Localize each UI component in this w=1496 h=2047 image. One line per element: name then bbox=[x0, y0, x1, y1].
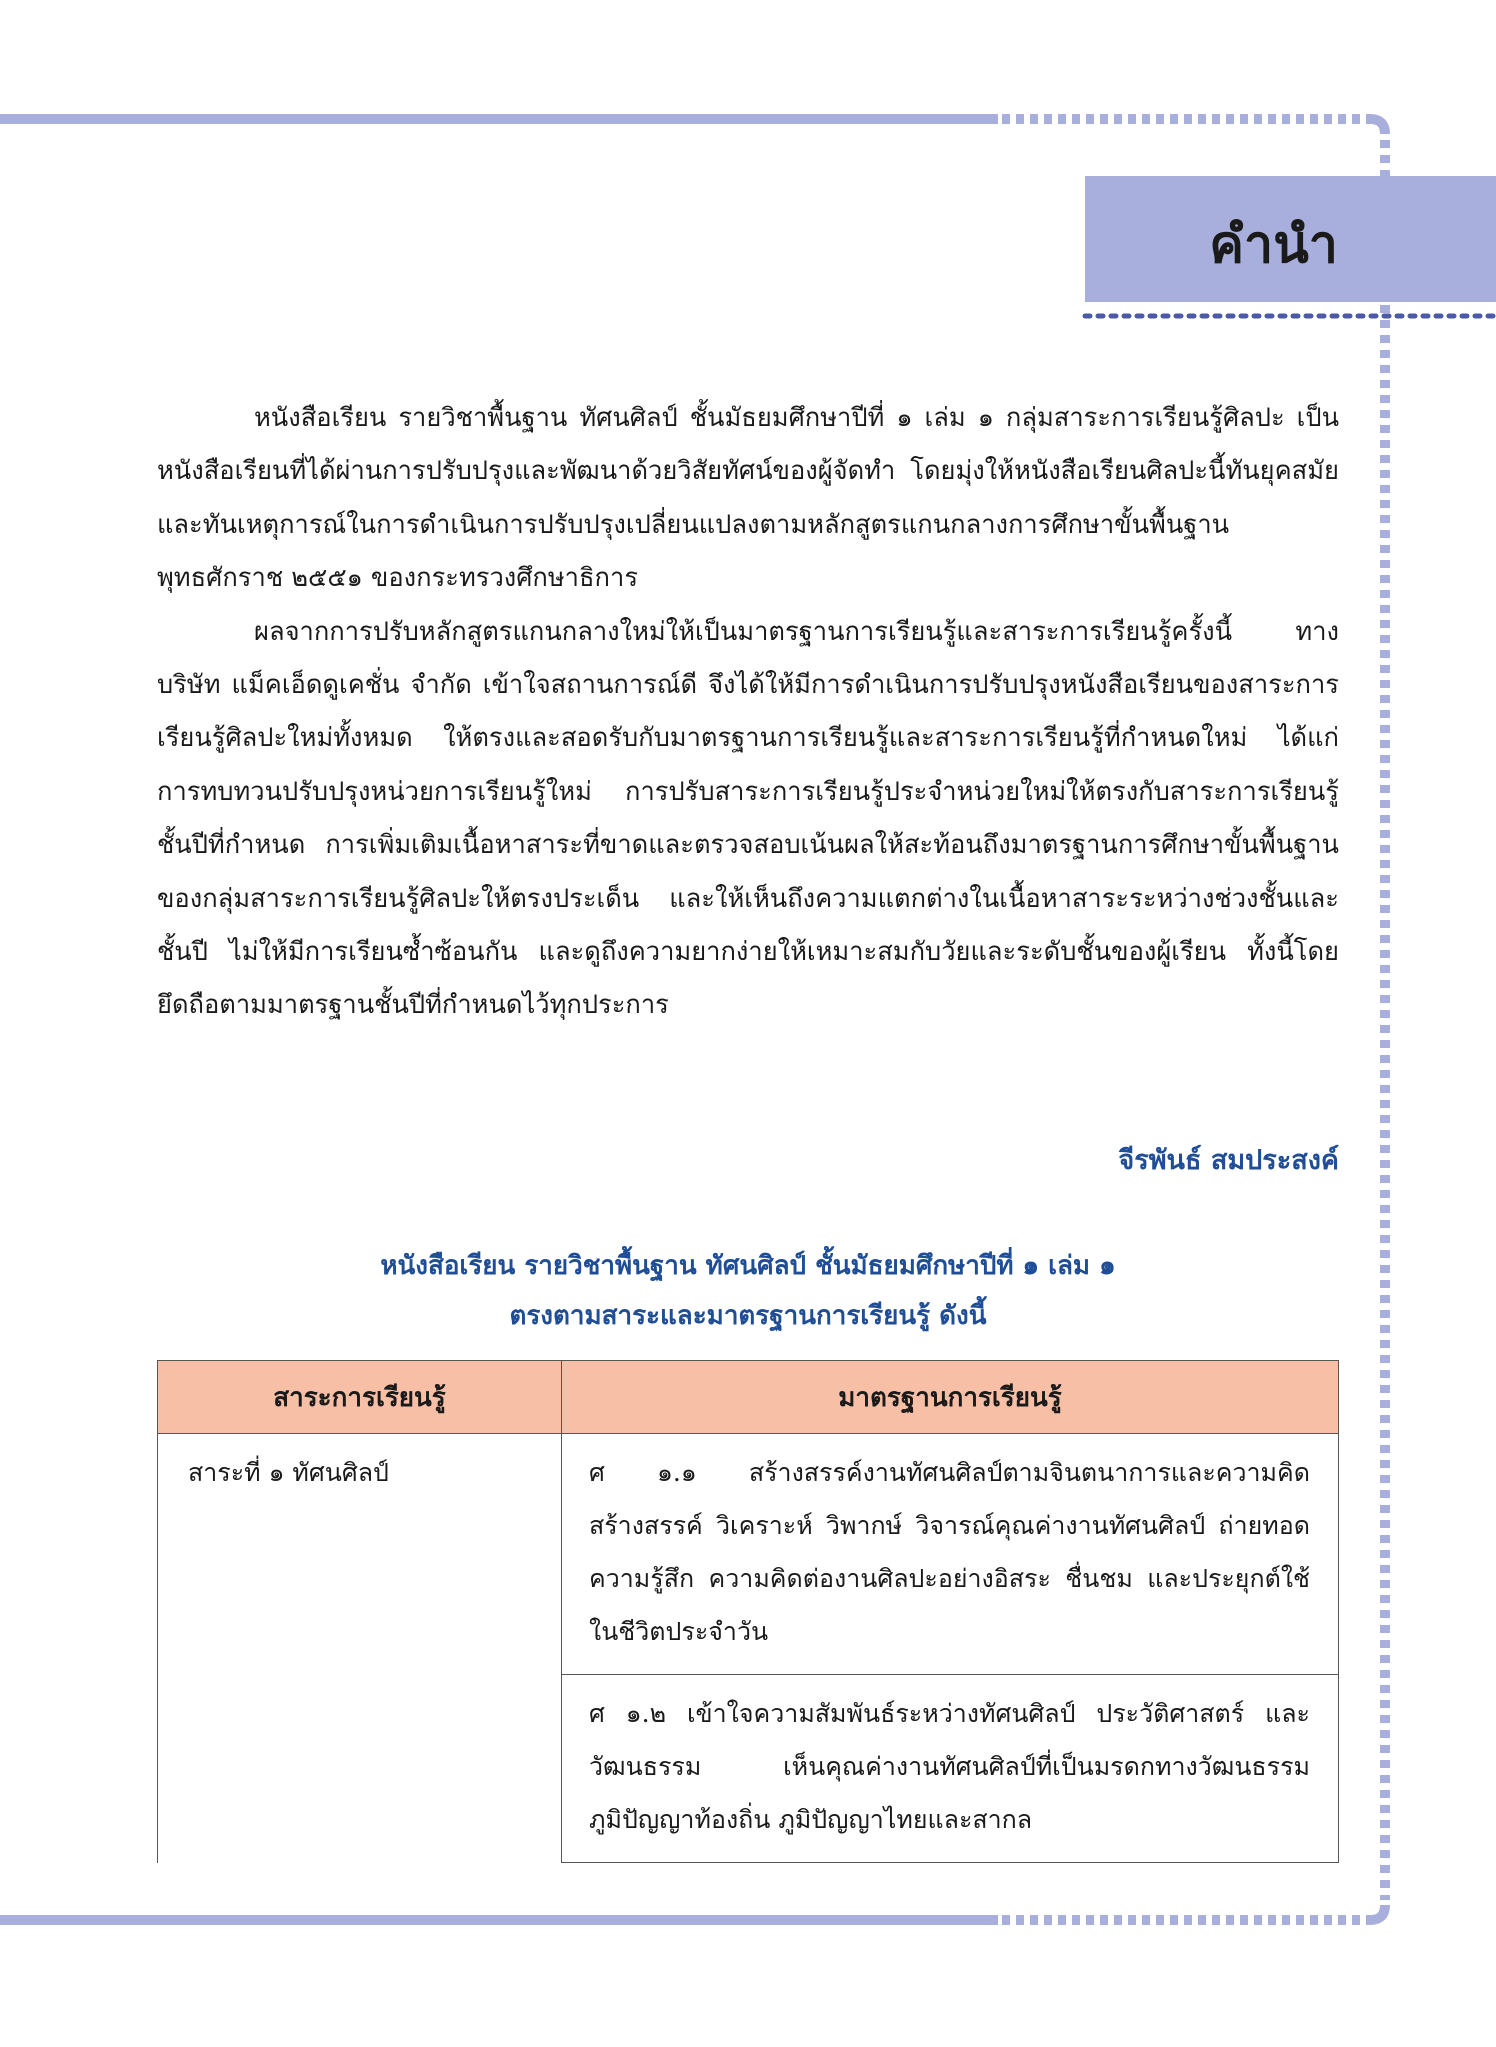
table-caption-line-2: ตรงตามสาระและมาตรฐานการเรียนรู้ ดังนี้ bbox=[509, 1301, 987, 1331]
bottom-frame-bar bbox=[0, 1915, 998, 1925]
top-frame-bar bbox=[0, 114, 998, 124]
strand-cell: สาระที่ ๑ ทัศนศิลป์ bbox=[158, 1434, 562, 1863]
table-header-row bbox=[158, 1361, 1339, 1434]
standard-cell: ศ ๑.๑ สร้างสรรค์งานทัศนศิลป์ตามจินตนาการและความคิดสร้างสรรค์ วิเคราะห์ วิพากษ์ วิจารณ์คุณค่างานทัศนศิลป์ ถ่ายทอดความรู้สึก ความคิดต่องานศิลปะอย่างอิสระ ชื่นชม และประยุกต์ใช้ในชีวิตประจำวัน bbox=[562, 1434, 1339, 1675]
bottom-right-corner bbox=[1370, 1905, 1385, 1920]
standards-table bbox=[157, 1360, 1339, 1863]
table-row bbox=[158, 1434, 1339, 1675]
intro-paragraph: ผลจากการปรับหลักสูตรแกนกลางใหม่ให้เป็นมาตรฐานการเรียนรู้และสาระการเรียนรู้ครั้งนี้ ทางบริษัท แม็คเอ็ดดูเคชั่น จำกัด เข้าใจสถานการณ์ดี จึงได้ให้มีการดำเนินการปรับปรุงหนังสือเรียนของสาระการเรียนรู้ศิลปะใหม่ทั้งหมด ให้ตรงและสอดรับกับมาตรฐานการเรียนรู้และสาระการเรียนรู้ที่กำหนดใหม่ ได้แก่ การทบทวนปรับปรุงหน่วยการเรียนรู้ใหม่ การปรับสาระการเรียนรู้ประจำหน่วยใหม่ให้ตรงกับสาระการเรียนรู้ชั้นปีที่กำหนด การเพิ่มเติมเนื้อหาสาระที่ขาดและตรวจสอบเน้นผลให้สะท้อนถึงมาตรฐานการศึกษาขั้นพื้นฐานของกลุ่มสาระการเรียนรู้ศิลปะให้ตรงประเด็น และให้เห็นถึงความแตกต่างในเนื้อหาสาระระหว่างช่วงชั้นและชั้นปี ไม่ให้มีการเรียนซ้ำซ้อนกัน และดูถึงความยากง่ายให้เหมาะสมกับวัยและระดับชั้นของผู้เรียน ทั้งนี้โดยยึดถือตามมาตรฐานชั้นปีที่กำหนดไว้ทุกประการ bbox=[157, 616, 1339, 1021]
top-right-corner bbox=[1370, 119, 1385, 134]
standard-cell: ศ ๑.๒ เข้าใจความสัมพันธ์ระหว่างทัศนศิลป์ ประวัติศาสตร์ และวัฒนธรรม เห็นคุณค่างานทัศนศิลป์ที่เป็นมรดกทางวัฒนธรรม ภูมิปัญญาท้องถิ่น ภูมิปัญญาไทยและสากล bbox=[562, 1675, 1339, 1863]
title-box bbox=[1085, 176, 1496, 302]
table-header-strand: สาระการเรียนรู้ bbox=[158, 1361, 562, 1434]
page-title: คำนำ bbox=[1209, 215, 1338, 275]
author-signature: จีรพันธ์ สมประสงค์ bbox=[1118, 1145, 1339, 1176]
intro-text bbox=[157, 392, 1339, 1033]
table-header-standard: มาตรฐานการเรียนรู้ bbox=[562, 1361, 1339, 1434]
table-caption-line-1: หนังสือเรียน รายวิชาพื้นฐาน ทัศนศิลป์ ชั้นมัธยมศึกษาปีที่ ๑ เล่ม ๑ bbox=[380, 1251, 1116, 1281]
intro-paragraph: หนังสือเรียน รายวิชาพื้นฐาน ทัศนศิลป์ ชั้นมัธยมศึกษาปีที่ ๑ เล่ม ๑ กลุ่มสาระการเรียนรู้ศิลปะ เป็นหนังสือเรียนที่ได้ผ่านการปรับปรุงและพัฒนาด้วยวิสัยทัศน์ของผู้จัดทำ โดยมุ่งให้หนังสือเรียนศิลปะนี้ทันยุคสมัยและทันเหตุการณ์ในการดำเนินการปรับปรุงเปลี่ยนแปลงตามหลักสูตรแกนกลางการศึกษาขั้นพื้นฐาน พุทธศักราช ๒๕๕๑ ของกระทรวงศึกษาธิการ bbox=[157, 403, 1339, 594]
